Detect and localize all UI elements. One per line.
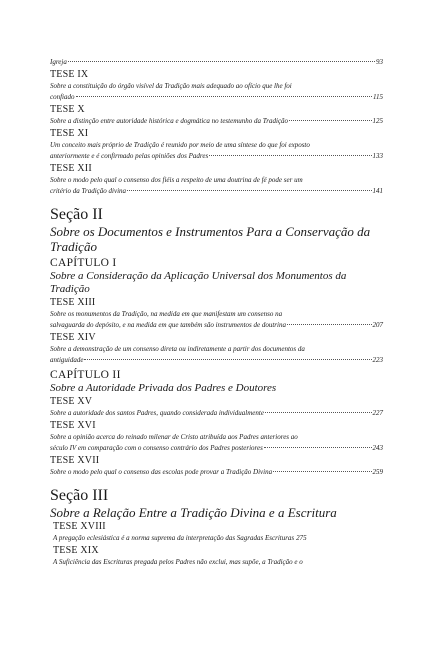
- table-of-contents: [50, 57, 383, 568]
- tese-label: TESE XII: [50, 163, 92, 174]
- chapter-subtitle: Sobre a Consideração da Aplicação Universal dos Monumentos da Tradição: [50, 270, 347, 295]
- tese-label: TESE XIII: [50, 297, 96, 308]
- toc-entry: Sobre a constituição do órgão visível da Tradição mais adequado ao ofício que lhe foi confiado 115: [50, 82, 383, 101]
- tese-label: TESE XIX: [53, 545, 99, 556]
- toc-entry: A Suficiência das Escrituras pregada pelos Padres não exclui, mas supõe, a Tradição e o: [53, 558, 303, 566]
- page-number: 125: [372, 117, 383, 125]
- page-number: 227: [372, 409, 383, 417]
- toc-entry: Sobre o modo pelo qual o consenso das escolas pode provar a Tradição Divina 259: [50, 468, 383, 476]
- section-title: Seção II: [50, 206, 103, 223]
- page-number: 223: [372, 356, 383, 364]
- toc-entry: Sobre a opinião acerca do reinado milenar de Cristo atribuída aos Padres anteriores ao século IV em comparação com o consenso contrário dos Padres posteriores 243: [50, 433, 383, 452]
- page-number: 275: [296, 534, 307, 542]
- toc-entry: Sobre a demonstração de um consenso direta ou indiretamente a partir dos documentos da antiguidade 223: [50, 345, 383, 364]
- toc-entry: Sobre a distinção entre autoridade histórica e dogmática no testemunho da Tradição 125: [50, 117, 383, 125]
- toc-entry: Sobre o modo pelo qual o consenso dos fiéis a respeito de uma doutrina de fé pode ser um critério da Tradição divina 141: [50, 176, 383, 195]
- page-number: 243: [372, 444, 383, 452]
- tese-label: TESE X: [50, 104, 85, 115]
- toc-entry: Sobre os monumentos da Tradição, na medida em que manifestam um consenso na salvaguarda do depósito, e na medida em que também são instrumentos de doutrina 207: [50, 310, 383, 329]
- tese-label: TESE XVI: [50, 420, 96, 431]
- tese-label: TESE XI: [50, 128, 89, 139]
- tese-label: TESE XV: [50, 396, 93, 407]
- toc-entry: Sobre a autoridade dos santos Padres, quando considerada individualmente 227: [50, 409, 383, 417]
- toc-entry-igreja: Igreja 93: [50, 58, 383, 66]
- chapter-subtitle: Sobre a Autoridade Privada dos Padres e Doutores: [50, 382, 277, 394]
- chapter-title: CAPÍTULO II: [50, 369, 121, 381]
- page-number: 93: [376, 58, 383, 66]
- page-number: 141: [372, 187, 383, 195]
- tese-label: TESE XVII: [50, 455, 100, 466]
- chapter-title: CAPÍTULO I: [50, 257, 117, 269]
- page-number: 207: [372, 321, 383, 329]
- section-title: Seção III: [50, 487, 109, 504]
- section-subtitle: Sobre a Relação Entre a Tradição Divina e a Escritura: [50, 505, 337, 520]
- page-number: 133: [372, 152, 383, 160]
- page-number: 115: [373, 93, 383, 101]
- section-subtitle: Sobre os Documentos e Instrumentos Para a Conservação da Tradição: [50, 224, 371, 254]
- toc-entry: Um conceito mais próprio de Tradição é reunido por meio de uma síntese do que foi exposto anteriormente e é confirmado pelas opiniões dos Padres 133: [50, 141, 383, 160]
- toc-entry: A pregação eclesiástica é a norma suprema da interpretação das Sagradas Escrituras 275: [53, 534, 307, 542]
- tese-label: TESE IX: [50, 69, 89, 80]
- tese-label: TESE XIV: [50, 332, 96, 343]
- page-number: 259: [372, 468, 383, 476]
- tese-label: TESE XVIII: [53, 521, 106, 532]
